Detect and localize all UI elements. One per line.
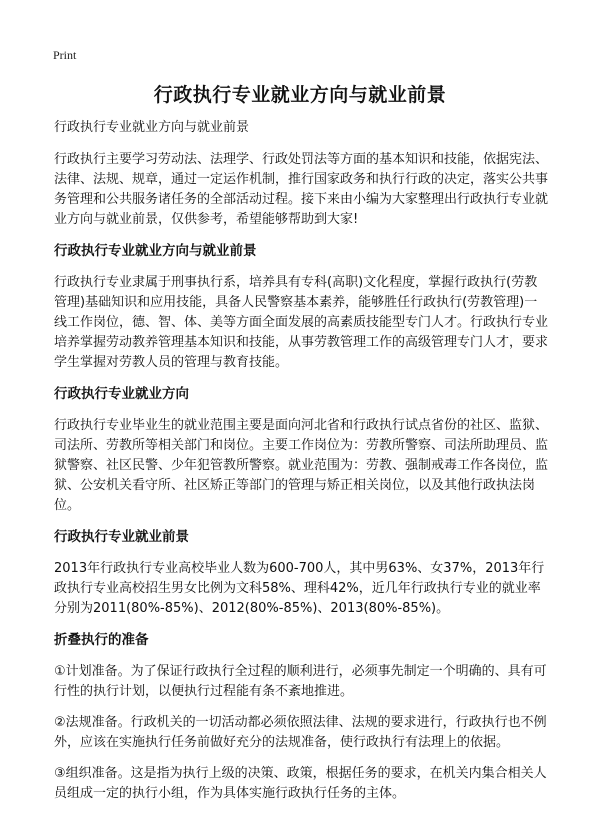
- section-body-direction: 行政执行专业毕业生的就业范围主要是面向河北省和行政执行试点省份的社区、监狱、司法所、劳教所等相关部门和岗位。主要工作岗位为：劳教所警察、司法所助理员、监狱警察、社区民警、少年犯管教所警察。就业范围为：劳教、强制戒毒工作各岗位，监狱、公安机关看守所、社区矫正等部门的管理与矫正相关岗位，以及其他行政执法岗位。: [54, 418, 549, 513]
- print-link[interactable]: Print: [53, 48, 77, 62]
- intro-paragraph: 行政执行主要学习劳动法、法理学、行政处罚法等方面的基本知识和技能，依据宪法、法律、法规、规章，通过一定运作机制，推行国家政务和执行行政的决定，落实公共事务管理和公共服务诸任务的全部活动过程。接下来由小编为大家整理出行政执行专业就业方向与就业前景，仅供参考，希望能够帮助到大家!: [54, 152, 549, 227]
- page-title: 行政执行专业就业方向与就业前景: [153, 84, 447, 106]
- section-heading-preparation: 折叠执行的准备: [54, 632, 149, 648]
- article-body: [54, 118, 548, 815]
- preparation-item-plan: ①计划准备。为了保证行政执行全过程的顺利进行，必须事先制定一个明确的、具有可行性的执行计划，以便执行过程能有条不紊地推进。: [54, 664, 547, 699]
- section-heading-overview: 行政执行专业就业方向与就业前景: [54, 243, 257, 259]
- section-heading-direction: 行政执行专业就业方向: [54, 386, 189, 402]
- section-body-overview: 行政执行专业隶属于刑事执行系，培养具有专科(高职)文化程度，掌握行政执行(劳教管理)基础知识和应用技能，具备人民警察基本素养，能够胜任行政执行(劳教管理)一线工作岗位，德、智、体、美等方面全面发展的高素质技能型专门人才。行政执行专业培养掌握劳动教养管理基本知识和技能，从事劳教管理工作的高级管理专门人才，要求学生掌握对劳教人员的管理与教育技能。: [54, 275, 549, 370]
- article-subtitle: 行政执行专业就业方向与就业前景: [54, 120, 250, 135]
- preparation-item-organization: ③组织准备。这是指为执行上级的决策、政策，根据任务的要求，在机关内集合相关人员组成一定的执行小组，作为具体实施行政执行任务的主体。: [54, 766, 547, 801]
- section-heading-prospects: 行政执行专业就业前景: [54, 529, 189, 545]
- preparation-item-law: ②法规准备。行政机关的一切活动都必须依照法律、法规的要求进行，行政执行也不例外，应该在实施执行任务前做好充分的法规准备，使行政执行有法理上的依据。: [54, 715, 547, 750]
- section-body-prospects: 2013年行政执行专业高校毕业人数为600-700人，其中男63%、女37%，2013年行政执行专业高校招生男女比例为文科58%、理科42%，近几年行政执行专业的就业率分别为2011(80%-85%)、2012(80%-85%)、2013(80%-85%)。: [54, 561, 545, 616]
